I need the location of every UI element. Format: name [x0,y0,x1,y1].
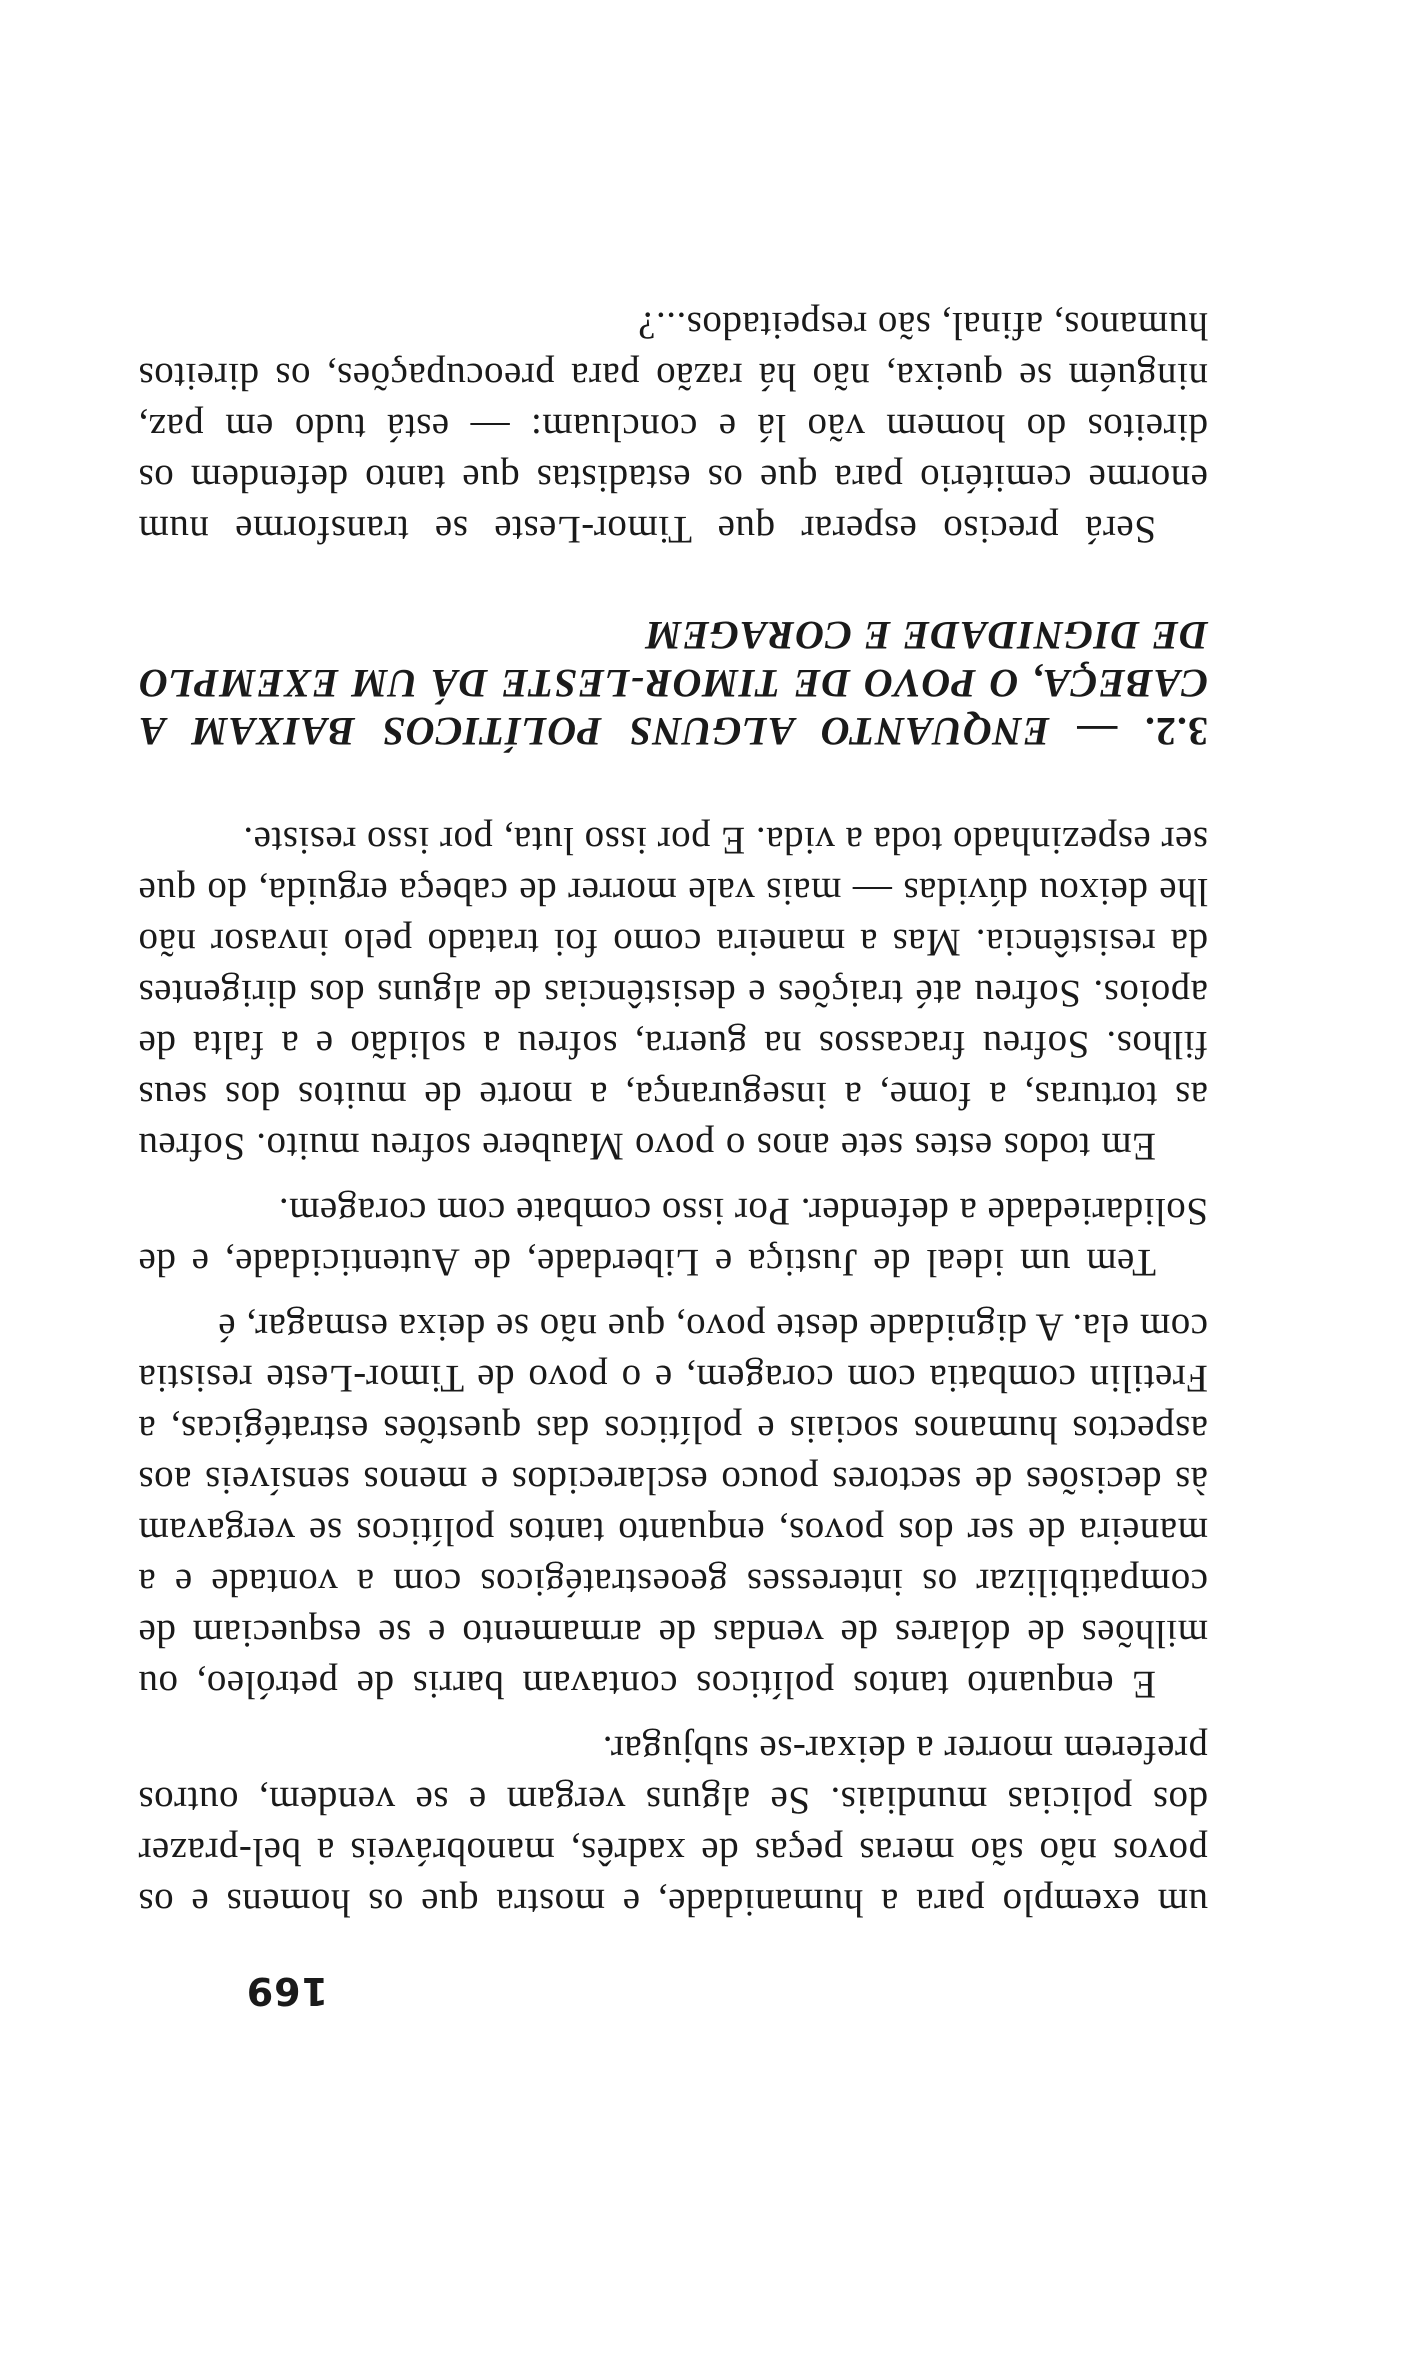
paragraph-cemetery: Será preciso esperar que Timor-Leste se transforme num enorme cemitério para que os estadistas que tanto defendem os direitos do homem vão lá e concluam: — está tudo em paz, ninguém se queixa, não há razão para preocupações, os direitos humanos, afinal, são respeitados...? [138,304,1208,551]
page-body [138,300,1208,1928]
section-number: 3.2. — [1076,709,1208,754]
section-title: ENQUANTO ALGUNS POLÍTICOS BAIXAM A CABEÇA, O POVO DE TIMOR-LESTE DÁ UM EXEMPLO DE DIGNIDADE E CORAGEM [138,613,1208,754]
line-5: a deixar-se subjugar. [602,1728,934,1771]
line-4: alguns vergam e se vendem, outros preferem morrer [137,1728,1208,1822]
section-heading [138,611,1208,755]
paragraph-seven-years: Em todos estes sete anos o povo Maubere sofreu muito. Sofreu as torturas, a fome, a insegurança, a morte de muitos dos seus filhos. Sofreu fracassos na guerra, sofreu a solidão e a falta de apoios. Sofreu até traições e desistências de alguns dos dirigentes da resistência. Mas a maneira como foi tratado pelo invasor não lhe deixou dúvidas — mais vale morrer de cabeça erguida, do que ser espezinhado toda a vida. E por isso luta, por isso resiste. [138,819,1208,1168]
line-1: um exemplo para a humanidade, e mostra que os [367,1881,1208,1924]
paragraph-ideal: Tem um ideal de Justiça e Liberdade, de Autenticidade, e de Solidariedade a defender. Por isso combate com coragem. [138,1190,1208,1284]
page-number: 169 [245,1969,328,2013]
paragraph-petroleum: E enquanto tantos políticos contavam barris de petróleo, ou milhões de dólares de vendas de armamento e se esqueciam de compatibilizar os interesses geoestratégicos com a vontade e a maneira de ser dos povos, enquanto tantos políticos se vergavam às decisões de sectores pouco esclarecidos e menos sensíveis aos aspectos humanos sociais e políticos das questões estratégicas, a Fretilin combatia com coragem, e o povo de Timor-Leste resistia com ela. A dignidade deste povo, que não se deixa esmagar, é [138,1306,1208,1706]
line-3: manobráveis a bel-prazer dos policias mundiais. Se [138,1779,1208,1873]
paragraph-continued [138,1724,1208,1928]
line-2: homens e os povos não são meras peças de xadrês, [137,1830,1208,1924]
